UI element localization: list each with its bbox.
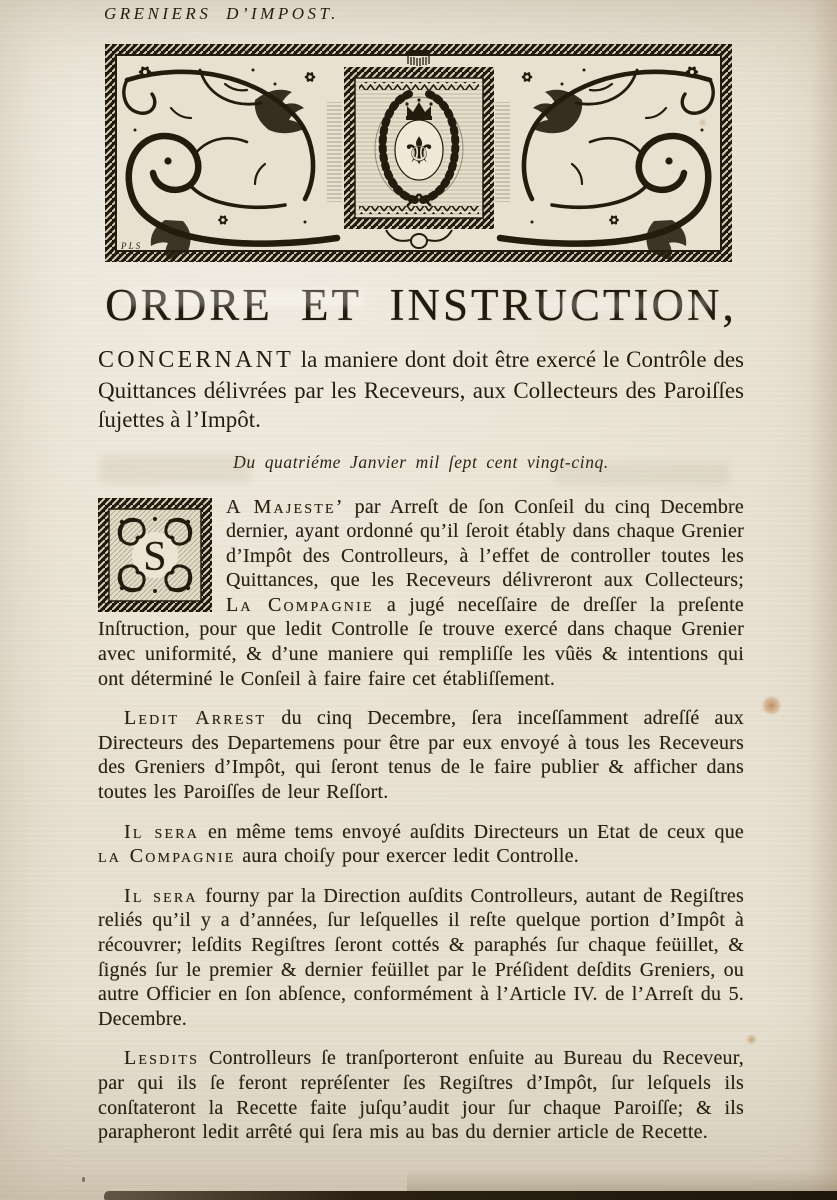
running-head: GRENIERS D’IMPOST. bbox=[104, 4, 339, 23]
body-paragraphs bbox=[98, 495, 744, 1145]
headpiece-engraving bbox=[104, 44, 733, 262]
text-run: aura choiſy pour exercer ledit Controlle. bbox=[235, 845, 579, 868]
dateline: Du quatriéme Janvier mil ſept cent vingt-cinq. bbox=[233, 451, 609, 472]
text-run: fourny par la Direction auſdits Controlleurs, autant de Regiſtres reliés qu’il y a d’années, ſur leſquelles il reſte quelque portion d’Impôt à récouvrer; leſdits Regiſtres ſeront cottés & paraphés ſur chaque feüillet, & ſignés ſur le premier & dernier feüillet par le Préſident deſdits Greniers, ou autre Officier en ſon abſence, conformément à l’Article IV. de l’Arreſt du 5. Decembre. bbox=[98, 884, 744, 1030]
drop-cap-initial bbox=[98, 498, 212, 612]
royal-cartouche bbox=[344, 50, 494, 248]
subtitle-text: la maniere dont doit être exercé le Contrôle des Quittances délivrées par les Receveurs, aux Collecteurs des Paroiſſes ſujettes à l’Impôt. bbox=[98, 347, 744, 432]
subtitle-lead: CONCERNANT bbox=[98, 347, 295, 373]
fleur-de-lis-icon: ⚜ bbox=[401, 129, 437, 173]
small-caps-phrase: Il sera bbox=[124, 820, 200, 843]
paragraph-2 bbox=[98, 706, 744, 804]
small-caps-phrase: La Compagnie bbox=[226, 593, 374, 616]
text-run: du cinq Decembre, ſera inceſſamment adreſſé aux Directeurs des Departemens pour être par eux envoyé à tous les Receveurs des Greniers d’Impôt, qui ſeront tenus de le faire publier & afficher dans toutes les Paroiſſes de leur Reſſort. bbox=[98, 707, 744, 804]
page-title: ORDRE ET INSTRUCTION, bbox=[105, 280, 737, 330]
small-caps-phrase: Ledit Arrest bbox=[124, 707, 267, 730]
text-run: par Arreſt de ſon Conſeil du cinq Decembre dernier, ayant ordonné qu’il ſeroit étably dans chaque Grenier d’Impôt des Controlleurs, à l’effet de controller toutes les Quittances, que les Receveurs délivreront aux Collecteurs; bbox=[226, 495, 744, 592]
small-caps-phrase: Il sera bbox=[124, 884, 198, 907]
ink-speck bbox=[82, 1177, 85, 1182]
text-run: a jugé neceſſaire de dreſſer la preſente Inſtruction, pour que ledit Controlle ſe trouve exercé dans chaque Grenier avec uniformité, & d’une maniere qui rempliſſe les vûës & intentions qui ont déterminé le Conſeil à faire faire cet établiſſement. bbox=[98, 593, 744, 690]
paragraph-5 bbox=[98, 1046, 744, 1144]
text-run: Controlleurs ſe tranſporteront enſuite au Bureau du Receveur, par qui ils ſe feront repréſenter ſes Regiſtres d’Impôt, ſur leſquels ils conſtateront la Recette faite juſqu’audit jour ſur chaque Paroiſſe; & ils parapheront ledit arrêté qui ſera mis au bas du dernier article de Recette. bbox=[98, 1047, 744, 1144]
paragraph-3 bbox=[98, 820, 744, 869]
engraver-signature: P L S bbox=[121, 241, 141, 251]
small-caps-phrase: Lesdits bbox=[124, 1047, 200, 1070]
subtitle bbox=[98, 345, 744, 435]
drop-cap-letter: S bbox=[143, 533, 167, 580]
small-caps-phrase: A Majeste’ bbox=[226, 495, 345, 518]
small-caps-phrase: la Compagnie bbox=[98, 845, 236, 868]
text-run: en même tems envoyé auſdits Directeurs un Etat de ceux que bbox=[199, 820, 744, 843]
page-edge-shading bbox=[407, 1170, 837, 1192]
paragraph-4 bbox=[98, 884, 744, 1032]
page-bottom-edge bbox=[104, 1191, 837, 1200]
